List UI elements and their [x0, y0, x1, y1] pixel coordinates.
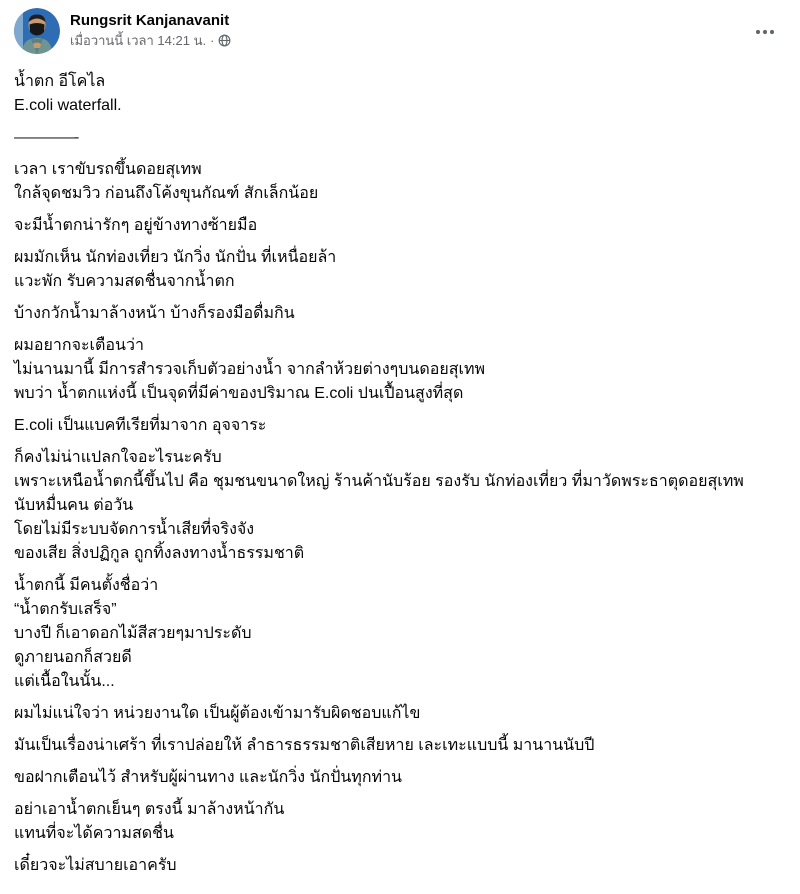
- post-header: [0, 0, 800, 58]
- post-paragraph: [14, 302, 784, 326]
- post-text-line: ขอฝากเตือนไว้ สำหรับผู้ผ่านทาง และนักวิ่ง นักปั่นทุกท่าน: [14, 769, 402, 786]
- more-options-button[interactable]: [752, 24, 778, 40]
- post-text-line: ผมอยากจะเตือนว่า: [14, 337, 144, 354]
- post-text-line: อย่าเอาน้ำตกเย็นๆ ตรงนี้ มาล้างหน้ากัน: [14, 801, 285, 818]
- post-paragraph: [14, 414, 784, 438]
- post-text-line: แวะพัก รับความสดชื่นจากน้ำตก: [14, 273, 235, 290]
- post-text-line: เพราะเหนือน้ำตกนี้ขึ้นไป คือ ชุมชนขนาดใหญ่ ร้านค้านับร้อย รองรับ นักท่องเที่ยว ที่มาวัดพระธาตุดอยสุเทพ: [14, 473, 744, 490]
- post-text-line: เวลา เราขับรถขึ้นดอยสุเทพ: [14, 161, 202, 178]
- post-paragraph: [14, 70, 784, 118]
- post-text-line: น้ำตก อีโคไล: [14, 73, 106, 90]
- post-paragraph: [14, 214, 784, 238]
- post-text-line: ผมมักเห็น นักท่องเที่ยว นักวิ่ง นักปั่น ที่เหนื่อยล้า: [14, 249, 337, 266]
- author-name[interactable]: Rungsrit Kanjanavanit: [70, 12, 230, 29]
- post-text-line: น้ำตกนี้ มีคนตั้งชื่อว่า: [14, 577, 159, 594]
- post-body: [0, 58, 800, 894]
- post-paragraph: [14, 446, 784, 566]
- post-paragraph: [14, 798, 784, 846]
- avatar-image: [14, 8, 60, 54]
- post-text-line: แทนที่จะได้ความสดชื่น: [14, 825, 174, 842]
- post-text-line: บางปี ก็เอาดอกไม้สีสวยๆมาประดับ: [14, 625, 252, 642]
- post-meta[interactable]: [70, 32, 231, 49]
- post-text-line: ก็คงไม่น่าแปลกใจอะไรนะครับ: [14, 449, 222, 466]
- meta-separator: ·: [210, 33, 215, 48]
- post-text-line: โดยไม่มีระบบจัดการน้ำเสียที่จริงจัง: [14, 521, 255, 538]
- post-paragraph: [14, 702, 784, 726]
- avatar[interactable]: [14, 8, 60, 54]
- post-text-line: นับหมื่นคน ต่อวัน: [14, 497, 134, 514]
- post-text-line: ของเสีย สิ่งปฏิกูล ถูกทิ้งลงทางน้ำธรรมชาติ: [14, 545, 305, 562]
- post-text-line: มันเป็นเรื่องน่าเศร้า ที่เราปล่อยให้ ลำธารธรรมชาติเสียหาย เละเทะแบบนี้ มานานนับปี: [14, 737, 595, 754]
- post-text-line: จะมีน้ำตกน่ารักๆ อยู่ข้างทางซ้ายมือ: [14, 217, 258, 234]
- post-text-line: ดูภายนอกก็สวยดี: [14, 649, 132, 666]
- post-text-line: E.coli เป็นแบคทีเรียที่มาจาก อุจจาระ: [14, 417, 267, 434]
- post-text-line: “น้ำตกรับเสร็จ”: [14, 601, 117, 618]
- globe-icon: [218, 34, 231, 47]
- post-paragraph: [14, 126, 784, 150]
- post-paragraph: [14, 854, 784, 878]
- post-text-line: ————-: [14, 129, 79, 146]
- post-text-line: เดี๋ยวจะไม่สบายเอาครับ: [14, 857, 177, 874]
- post-paragraph: [14, 334, 784, 406]
- timestamp[interactable]: เมื่อวานนี้ เวลา 14:21 น.: [70, 33, 207, 48]
- post-text-line: ไม่นานมานี้ มีการสำรวจเก็บตัวอย่างน้ำ จากลำห้วยต่างๆบนดอยสุเทพ: [14, 361, 486, 378]
- post-text-line: แต่เนื้อในนั้น...: [14, 673, 115, 690]
- post-text-line: พบว่า น้ำตกแห่งนี้ เป็นจุดที่มีค่าของปริมาณ E.coli ปนเปื้อนสูงที่สุด: [14, 385, 464, 402]
- post-text-line: บ้างกวักน้ำมาล้างหน้า บ้างก็รองมือดื่มกิน: [14, 305, 295, 322]
- post-text-line: ผมไม่แน่ใจว่า หน่วยงานใด เป็นผู้ต้องเข้ามารับผิดชอบแก้ไข: [14, 705, 421, 722]
- ellipsis-icon: [754, 28, 776, 36]
- post-text-line: ใกล้จุดชมวิว ก่อนถึงโค้งขุนกัณฑ์ สักเล็กน้อย: [14, 185, 319, 202]
- post-header-text: [70, 8, 231, 49]
- post-paragraph: [14, 734, 784, 758]
- post-text-line: E.coli waterfall.: [14, 97, 122, 114]
- post-paragraph: [14, 246, 784, 294]
- post-paragraph: [14, 574, 784, 694]
- post-paragraph: [14, 158, 784, 206]
- post-paragraph: [14, 766, 784, 790]
